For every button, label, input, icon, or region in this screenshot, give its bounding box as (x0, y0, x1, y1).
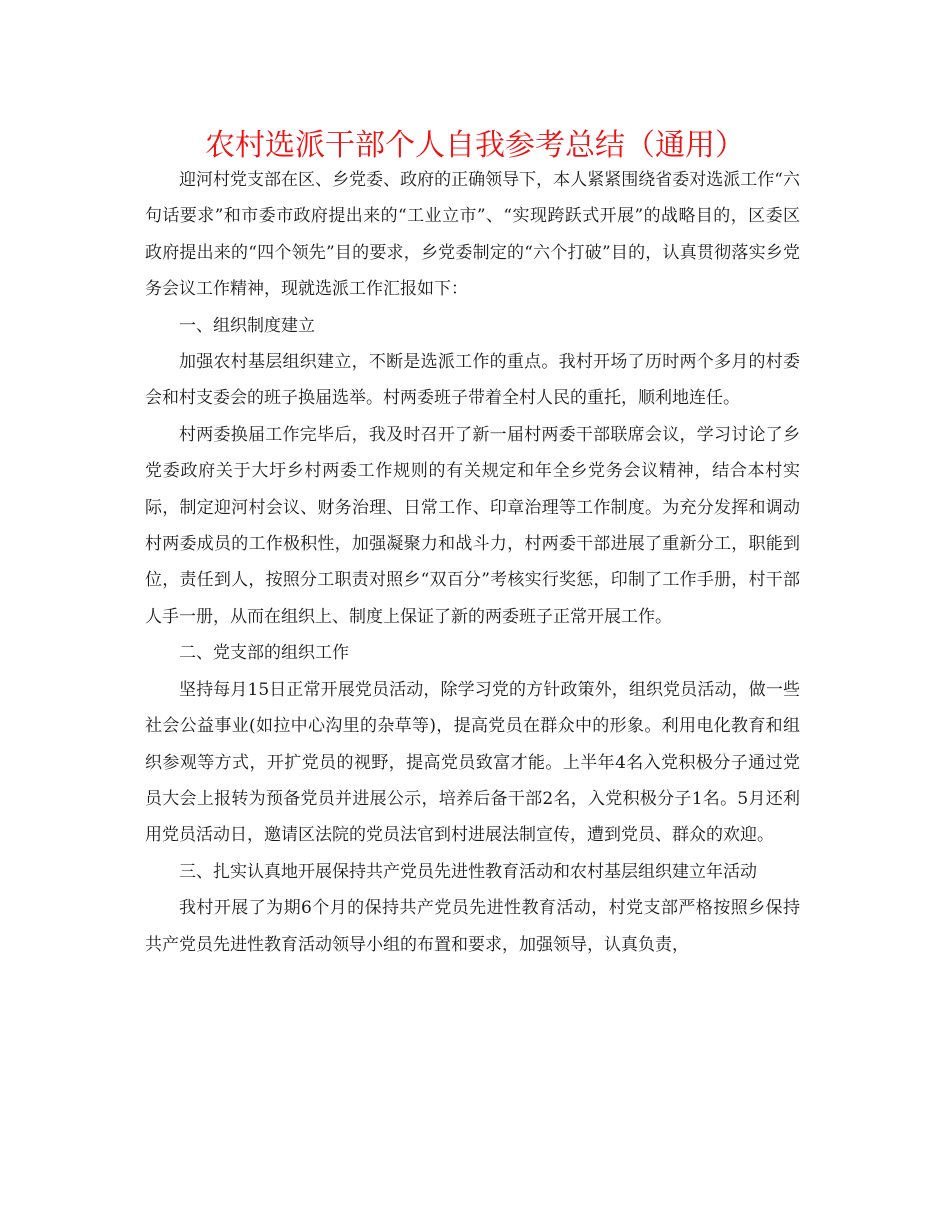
paragraph: 村两委换届工作完毕后，我及时召开了新一届村两委干部联席会议，学习讨论了乡党委政府关于大圩乡村两委工作规则的有关规定和年全乡党务会议精神，结合本村实际，制定迎河村会议、财务治理、日常工作、印章治理等工作制度。为充分发挥和调动村两委成员的工作极积性，加强凝聚力和战斗力，村两委干部进展了重新分工，职能到位，责任到人，按照分工职责对照乡“双百分”考核实行奖惩，印制了工作手册，村干部人手一册，从而在组织上、制度上保证了新的两委班子正常开展工作。 (145, 424, 800, 627)
document-body (145, 162, 800, 963)
document-title: 农村选派干部个人自我参考总结（通用） (205, 128, 745, 163)
section-heading-2: 二、党支部的组织工作 (179, 643, 349, 664)
paragraph: 坚持每月15日正常开展党员活动，除学习党的方针政策外，组织党员活动，做一些社会公益事业(如拉中心沟里的杂草等)，提高党员在群众中的形象。利用电化教育和组织参观等方式，开扩党员的视野，提高党员致富才能。上半年4名入党积极分子通过党员大会上报转为预备党员并进展公示，培养后备干部2名，入党积极分子1名。5月还利用党员活动日，邀请区法院的党员法官到村进展法制宣传，遭到党员、群众的欢迎。 (145, 679, 800, 846)
paragraph: 我村开展了为期6个月的保持共产党员先进性教育活动，村党支部严格按照乡保持共产党员先进性教育活动领导小组的布置和要求，加强领导，认真负责， (145, 898, 800, 955)
section-heading-1: 一、组织制度建立 (179, 315, 315, 336)
paragraph: 加强农村基层组织建立，不断是选派工作的重点。我村开场了历时两个多月的村委会和村支委会的班子换届选举。村两委班子带着全村人民的重托，顺利地连任。 (145, 352, 800, 409)
paragraph-intro: 迎河村党支部在区、乡党委、政府的正确领导下，本人紧紧围绕省委对选派工作“六句话要求”和市委市政府提出来的“工业立市”、“实现跨跃式开展”的战略目的，区委区政府提出来的“四个领先”目的要求，乡党委制定的“六个打破”目的，认真贯彻落实乡党务会议工作精神，现就选派工作汇报如下： (145, 170, 800, 300)
section-heading-3: 三、扎实认真地开展保持共产党员先进性教育活动和农村基层组织建立年活动 (179, 861, 757, 882)
